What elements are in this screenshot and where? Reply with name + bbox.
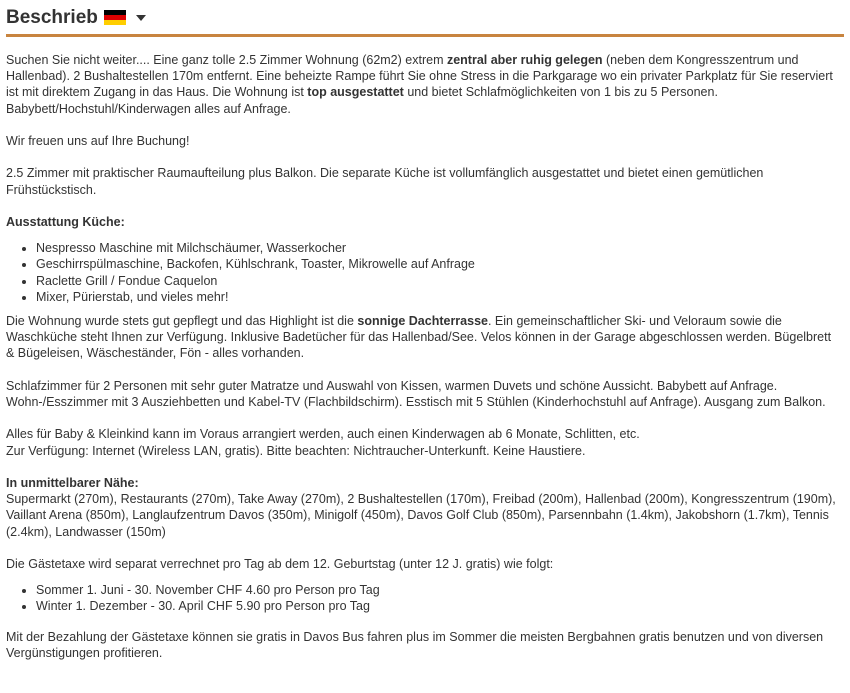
rooms-paragraph: 2.5 Zimmer mit praktischer Raumaufteilung plus Balkon. Die separate Küche ist vollumfänglich ausgestattet und bietet einen gemütlichen Frühstückstisch. — [6, 166, 764, 197]
section-header — [6, 1, 844, 37]
extras-paragraph: Alles für Baby & Kleinkind kann im Voraus arrangiert werden, auch einen Kinderwagen ab 6 Monate, Schlitten, etc. Zur Verfügung: Internet (Wireless LAN, gratis). Bitte beachten: Nichtraucher-Unterkunft. Keine Haustiere. — [6, 427, 640, 458]
intro-paragraph: Suchen Sie nicht weiter.... Eine ganz tolle 2.5 Zimmer Wohnung (62m2) extrem zentral aber ruhig gelegen (neben dem Kongresszentrum und Hallenbad). 2 Bushaltestellen 170m entfernt. Eine beheizte Rampe führt Sie ohne Stress in die Parkgarage wo ein privater Parkplatz für Sie reserviert ist mit direktem Zugang in das Haus. Die Wohnung ist top ausgestattet und bietet Schlafmöglichkeiten von 1 bis zu 5 Personen. Babybett/Hochstuhl/Kinderwagen alles auf Anfrage. — [6, 53, 833, 116]
list-item: • Geschirrspülmaschine, Backofen, Kühlschrank, Toaster, Mikrowelle auf Anfrage — [36, 256, 842, 272]
german-flag-icon[interactable] — [104, 10, 126, 25]
list-item: • Nespresso Maschine mit Milchschäumer, Wasserkocher — [36, 240, 842, 256]
list-item: • Mixer, Pürierstab, und vieles mehr! — [36, 289, 842, 305]
nearby-heading: In unmittelbarer Nähe: — [6, 475, 139, 490]
language-dropdown-caret-icon[interactable] — [136, 15, 146, 21]
list-item: • Raclette Grill / Fondue Caquelon — [36, 273, 842, 289]
highlight-paragraph: Die Wohnung wurde stets gut gepflegt und das Highlight ist die sonnige Dachterrasse. Ein gemeinschaftlicher Ski- und Veloraum sowie die Waschküche steht Ihnen zur Verfügung. Inklusive Badetücher für das Hallenbad/See. Velos können in der Garage abgeschlossen werden. Bügelbrett & Bügeleisen, Wäscheständer, Fön - alles vorhanden. — [6, 314, 832, 361]
section-title: Beschrieb — [6, 6, 98, 28]
description-body — [6, 52, 842, 677]
tax-list — [6, 582, 842, 614]
list-item: • Winter 1. Dezember - 30. April CHF 5.90 pro Person pro Tag — [36, 598, 842, 614]
list-item: • Sommer 1. Juni - 30. November CHF 4.60 pro Person pro Tag — [36, 582, 842, 598]
bedroom-paragraph: Schlafzimmer für 2 Personen mit sehr guter Matratze und Auswahl von Kissen, warmen Duvets und schöne Aussicht. Babybett auf Anfrage. Wohn-/Esszimmer mit 3 Ausziehbetten und Kabel-TV (Flachbildschirm). Esstisch mit 5 Stühlen (Kinderhochstuhl auf Anfrage). Ausgang zum Balkon. — [6, 378, 826, 409]
nearby-paragraph: Supermarkt (270m), Restaurants (270m), Take Away (270m), 2 Bushaltestellen (170m), Freibad (200m), Hallenbad (200m), Kongresszentrum (190m), Vaillant Arena (850m), Langlaufzentrum Davos (350m), Minigolf (450m), Davos Golf Club (850m), Parsennbahn (1.4km), Jakobshorn (1.7km), Tennis (2.4km), Landwasser (150m) — [6, 492, 836, 539]
tax-paragraph: Die Gästetaxe wird separat verrechnet pro Tag ab dem 12. Geburtstag (unter 12 J. gratis) wie folgt: — [6, 556, 554, 571]
bus-paragraph: Mit der Bezahlung der Gästetaxe können sie gratis in Davos Bus fahren plus im Sommer die meisten Bergbahnen gratis benutzen und von diversen Vergünstigungen profitieren. — [6, 629, 824, 660]
booking-paragraph: Wir freuen uns auf Ihre Buchung! — [6, 134, 190, 148]
kitchen-heading: Ausstattung Küche: — [6, 214, 125, 229]
kitchen-list — [6, 240, 842, 305]
